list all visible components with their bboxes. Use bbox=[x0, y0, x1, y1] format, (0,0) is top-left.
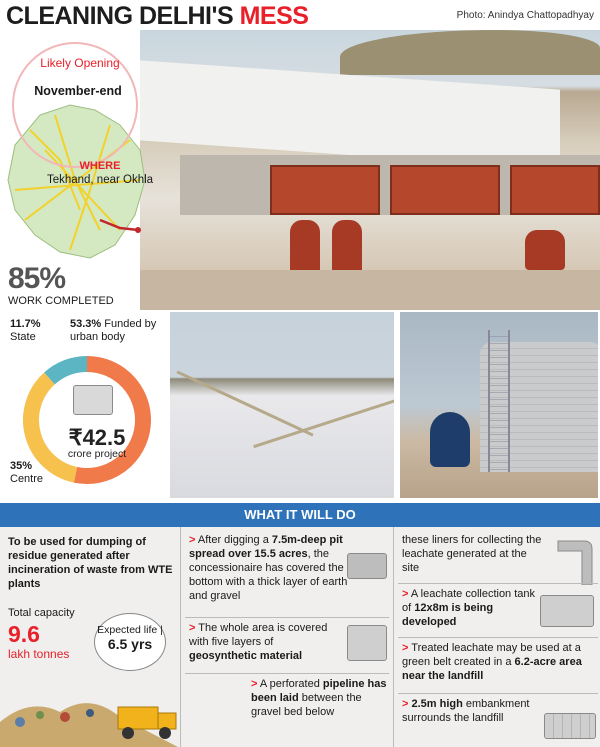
item-bold: geosynthetic material bbox=[189, 650, 303, 662]
embankment-wall-icon bbox=[544, 713, 596, 739]
expected-life-value: 6.5 yrs bbox=[107, 636, 153, 652]
item-text: embankment surrounds the landfill bbox=[402, 698, 530, 724]
item-text: A leachate collection tank of bbox=[402, 588, 536, 614]
photo-liner-sheet bbox=[140, 60, 560, 169]
divider bbox=[185, 673, 389, 674]
purpose-text: To be used for dumping of residue generated after incineration of waste from WTE plants bbox=[8, 536, 173, 590]
photo-gravel bbox=[140, 270, 600, 310]
leachate-tank-icon bbox=[540, 595, 594, 627]
liner-fold bbox=[176, 370, 313, 436]
photo-tank bbox=[510, 165, 600, 215]
infographic-title bbox=[6, 2, 308, 31]
photo-cylinder bbox=[525, 230, 565, 270]
photo-cylinder bbox=[290, 220, 320, 275]
header bbox=[0, 0, 600, 30]
silo-ladder bbox=[488, 330, 510, 472]
details-panel bbox=[0, 527, 600, 747]
divider bbox=[185, 617, 389, 618]
capacity-unit: lakh tonnes bbox=[8, 647, 70, 661]
state-pct: 11.7% bbox=[10, 318, 41, 330]
centre-share bbox=[10, 460, 43, 486]
item-text: between the gravel bed below bbox=[251, 692, 362, 718]
process-item bbox=[402, 587, 542, 629]
item-bold: pipeline has been laid bbox=[251, 678, 387, 704]
item-text: , the concessionaire has covered the bottom with a thick layer of earth and gravel bbox=[189, 548, 348, 602]
project-total: ₹42.5 bbox=[68, 425, 126, 450]
divider bbox=[398, 583, 598, 584]
process-item bbox=[251, 677, 389, 719]
item-bold: 7.5m-deep pit spread over 15.5 acres bbox=[189, 534, 343, 560]
item-text: Treated leachate may be used at a green belt created in a bbox=[402, 642, 581, 668]
item-bold: 6.2-acre area near the landfill bbox=[402, 656, 582, 682]
work-completed-label: WORK COMPLETED bbox=[8, 295, 114, 307]
process-column-left bbox=[180, 527, 392, 747]
item-bold: 12x8m is being developed bbox=[402, 602, 494, 628]
arrow-icon: > bbox=[402, 642, 409, 654]
geosynthetic-layer-icon bbox=[347, 625, 387, 661]
centre-label: Centre bbox=[10, 473, 44, 485]
process-item bbox=[402, 697, 542, 725]
urban-pct: 53.3% bbox=[70, 318, 102, 330]
divider bbox=[398, 637, 598, 638]
centre-pct: 35% bbox=[10, 460, 33, 472]
opening-date: November-end bbox=[34, 84, 122, 98]
capacity-label: Total capacity bbox=[8, 607, 75, 619]
money-bundle-icon bbox=[73, 385, 113, 415]
arrow-icon: > bbox=[189, 534, 196, 546]
likely-opening-label: Likely Opening bbox=[40, 56, 120, 70]
arrow-icon: > bbox=[189, 622, 196, 634]
arrow-icon: > bbox=[402, 698, 409, 710]
urban-label: Funded by urban body bbox=[70, 318, 157, 343]
excavator-icon bbox=[347, 553, 387, 579]
donut-slice-state bbox=[49, 364, 87, 378]
photo-tank bbox=[390, 165, 500, 215]
expected-life-label: Expected life | bbox=[97, 624, 163, 636]
process-item bbox=[402, 641, 598, 683]
delhi-map bbox=[0, 30, 154, 265]
worker-figure bbox=[430, 412, 470, 467]
state-label: State bbox=[10, 331, 36, 343]
purpose-column bbox=[0, 527, 178, 747]
leachate-tank-photo bbox=[398, 310, 600, 500]
capacity-value: 9.6 bbox=[8, 621, 40, 647]
process-column-right bbox=[393, 527, 600, 747]
arrow-icon: > bbox=[251, 678, 258, 690]
expected-life-badge bbox=[94, 613, 166, 671]
photo-credit: Photo: Anindya Chattopadhyay bbox=[456, 10, 594, 21]
divider bbox=[398, 693, 598, 694]
photo-hill bbox=[340, 30, 600, 75]
landfill-site-photo bbox=[140, 30, 600, 310]
item-bold: 2.5m high bbox=[411, 698, 463, 710]
item-text: The whole area is covered with five layers of bbox=[189, 622, 328, 648]
title-accent: MESS bbox=[239, 2, 309, 30]
item-text: After digging a bbox=[197, 534, 272, 546]
item-text: A perforated bbox=[259, 678, 323, 690]
liner-fold bbox=[253, 399, 396, 448]
photo-tank bbox=[270, 165, 380, 215]
geosynthetic-liner-photo bbox=[168, 310, 396, 500]
where-label: WHERE bbox=[79, 160, 121, 172]
urban-share bbox=[70, 318, 170, 344]
process-item bbox=[189, 621, 339, 663]
process-item bbox=[189, 533, 349, 603]
what-it-will-do-heading: WHAT IT WILL DO bbox=[0, 503, 600, 527]
process-item bbox=[402, 533, 542, 575]
arrow-icon: > bbox=[402, 588, 409, 600]
title-main: CLEANING DELHI'S bbox=[6, 2, 240, 30]
work-completed-percent: 85% bbox=[8, 262, 66, 295]
project-total-label: crore project bbox=[67, 448, 127, 460]
funding-donut bbox=[0, 310, 170, 500]
garbage-dump-truck-icon bbox=[0, 677, 178, 747]
photo-cylinder bbox=[332, 220, 362, 275]
pipe-icon bbox=[554, 531, 598, 585]
item-text: these liners for collecting the leachate generated at the site bbox=[402, 534, 542, 574]
state-share bbox=[10, 318, 41, 344]
location-name: Tekhand, near Okhla bbox=[46, 174, 154, 186]
